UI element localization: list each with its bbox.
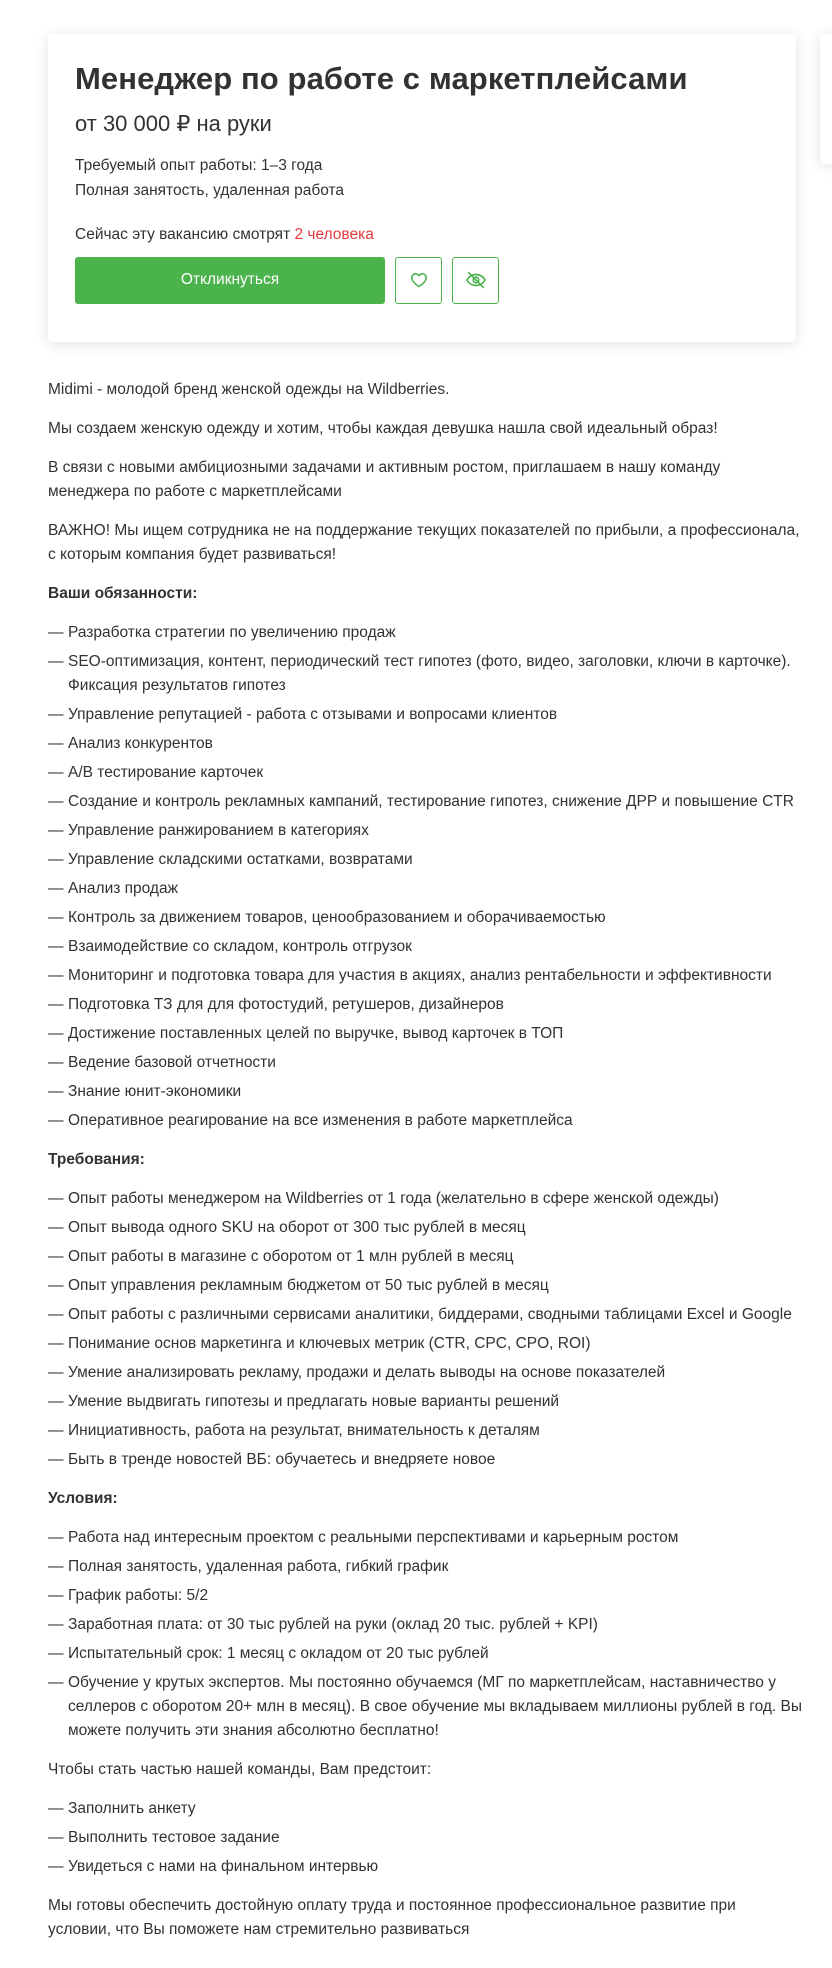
list-item: — График работы: 5/2 [48,1584,803,1608]
steps-intro: Чтобы стать частью нашей команды, Вам предстоит: [48,1761,432,1778]
favorite-button[interactable] [395,257,442,304]
employment-text: Полная занятость, удаленная работа [75,181,345,199]
list-item: — Подготовка ТЗ для для фотостудий, ретушеров, дизайнеров [48,993,803,1017]
vacancy-actions [75,257,769,304]
list-item: — Быть в тренде новостей ВБ: обучаетесь и внедряете новое [48,1448,803,1472]
list-item: — Управление складскими остатками, возвратами [48,848,803,872]
list-item: — Испытательный срок: 1 месяц с окладом от 20 тыс рублей [48,1642,803,1666]
list-item: — Умение анализировать рекламу, продажи и делать выводы на основе показателей [48,1361,803,1385]
vacancy-meta [75,153,769,203]
list-item: — Опыт работы с различными сервисами аналитики, биддерами, сводными таблицами Excel и Google [48,1303,803,1327]
conditions-list [48,1526,803,1743]
list-item: — A/B тестирование карточек [48,761,803,785]
list-item: — Понимание основ маркетинга и ключевых метрик (CTR, CPC, CPO, ROI) [48,1332,803,1356]
list-item: — Достижение поставленных целей по выручке, вывод карточек в ТОП [48,1022,803,1046]
list-item: — SEO-оптимизация, контент, периодический тест гипотез (фото, видео, заголовки, ключи в карточке). Фиксация результатов гипотез [48,650,803,698]
list-item: — Взаимодействие со складом, контроль отгрузок [48,935,803,959]
list-item: — Инициативность, работа на результат, внимательность к деталям [48,1419,803,1443]
list-item: — Опыт работы менеджером на Wildberries от 1 года (желательно в сфере женской одежды) [48,1187,803,1211]
viewing-now [75,226,769,244]
experience-text: Требуемый опыт работы: 1–3 года [75,156,323,174]
conditions-heading: Условия: [48,1490,118,1507]
viewing-prefix: Сейчас эту вакансию смотрят [75,225,291,243]
vacancy-salary: от 30 000 ₽ на руки [75,110,272,136]
intro-paragraph: Мы создаем женскую одежду и хотим, чтобы каждая девушка нашла свой идеальный образ! [48,420,718,437]
list-item: — Выполнить тестовое задание [48,1826,803,1850]
intro-paragraph: Midimi - молодой бренд женской одежды на Wildberries. [48,381,450,398]
list-item: — Знание юнит-экономики [48,1080,803,1104]
respond-button[interactable]: Откликнуться [75,257,385,304]
closing-paragraph: Мы готовы обеспечить достойную оплату труда и постоянное профессиональное развитие при условии, что Вы поможете нам стремительно развиваться [48,1897,736,1938]
list-item: — Опыт управления рекламным бюджетом от 50 тыс рублей в месяц [48,1274,803,1298]
list-item: — Заработная плата: от 30 тыс рублей на руки (оклад 20 тыс. рублей + KPI) [48,1613,803,1637]
list-item: — Анализ конкурентов [48,732,803,756]
list-item: — Обучение у крутых экспертов. Мы постоянно обучаемся (МГ по маркетплейсам, наставничество у селлеров с оборотом 20+ млн в месяц). В свое обучение мы вкладываем миллионы рублей в год. Вы можете получить эти знания абсолютно бесплатно! [48,1671,803,1743]
list-item: — Анализ продаж [48,877,803,901]
list-item: — Контроль за движением товаров, ценообразованием и оборачиваемостью [48,906,803,930]
intro-paragraph: В связи с новыми амбициозными задачами и активным ростом, приглашаем в нашу команду менеджера по работе с маркетплейсами [48,459,721,500]
duties-list [48,621,803,1133]
steps-list [48,1797,803,1879]
list-item: — Разработка стратегии по увеличению продаж [48,621,803,645]
list-item: — Опыт работы в магазине с оборотом от 1 млн рублей в месяц [48,1245,803,1269]
requirements-heading: Требования: [48,1151,145,1168]
list-item: — Опыт вывода одного SKU на оборот от 300 тыс рублей в месяц [48,1216,803,1240]
list-item: — Мониторинг и подготовка товара для участия в акциях, анализ рентабельности и эффективности [48,964,803,988]
viewing-count: 2 человека [294,225,374,243]
eye-off-icon [465,269,487,291]
list-item: — Создание и контроль рекламных кампаний, тестирование гипотез, снижение ДРР и повышение CTR [48,790,803,814]
vacancy-description [48,378,803,1957]
list-item: — Работа над интересным проектом с реальными перспективами и карьерным ростом [48,1526,803,1550]
requirements-list [48,1187,803,1472]
hide-vacancy-button[interactable] [452,257,499,304]
list-item: — Управление ранжированием в категориях [48,819,803,843]
list-item: — Полная занятость, удаленная работа, гибкий график [48,1555,803,1579]
list-item: — Увидеться с нами на финальном интервью [48,1855,803,1879]
side-card [820,34,832,164]
vacancy-title: Менеджер по работе с маркетплейсами [75,61,688,96]
vacancy-card [48,34,796,342]
list-item: — Умение выдвигать гипотезы и предлагать новые варианты решений [48,1390,803,1414]
duties-heading: Ваши обязанности: [48,585,198,602]
intro-paragraph: ВАЖНО! Мы ищем сотрудника не на поддержание текущих показателей по прибыли, а профессионала, с которым компания будет развиваться! [48,522,800,563]
list-item: — Заполнить анкету [48,1797,803,1821]
list-item: — Оперативное реагирование на все изменения в работе маркетплейса [48,1109,803,1133]
heart-icon [409,270,429,290]
list-item: — Управление репутацией - работа с отзывами и вопросами клиентов [48,703,803,727]
list-item: — Ведение базовой отчетности [48,1051,803,1075]
